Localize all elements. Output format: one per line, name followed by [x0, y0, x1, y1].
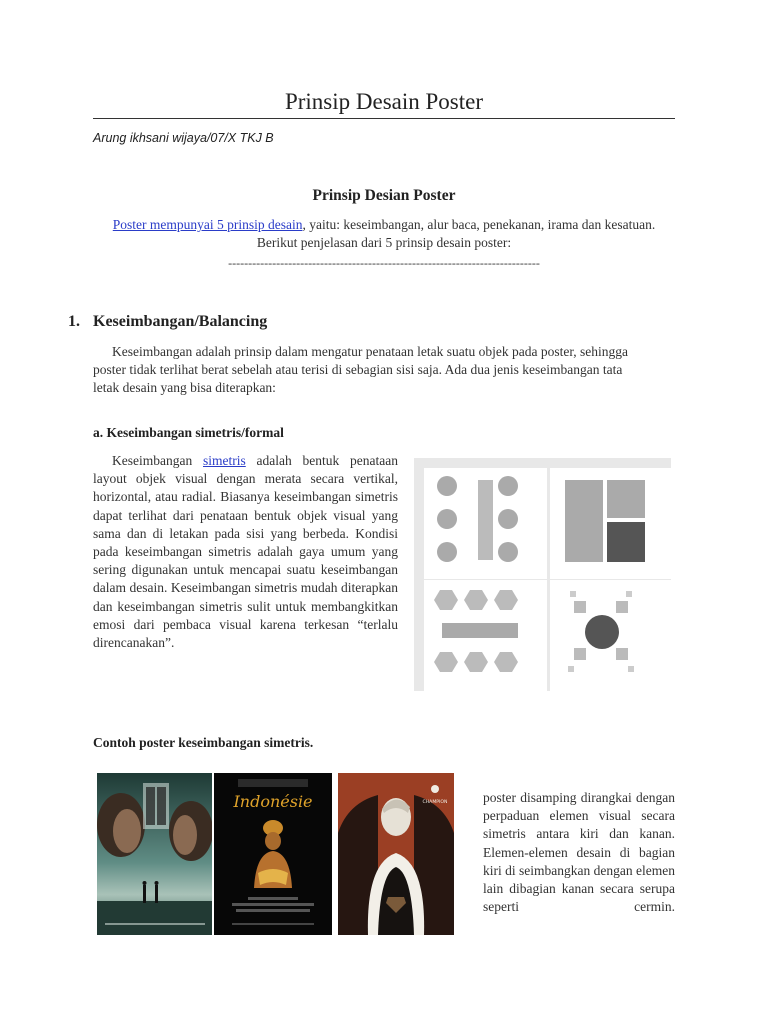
author-line: Arung ikhsani wijaya/07/X TKJ B [93, 131, 274, 145]
blocks-graphic [550, 468, 673, 579]
hexagons-bar-graphic [424, 580, 547, 691]
panel-radial [550, 580, 673, 691]
poster-2-graphic [214, 773, 332, 935]
title-underline [93, 118, 675, 119]
example-paragraph: poster disamping dirangkai dengan perpaduan elemen visual secara simetris antara kiri dan kanan. Elemen-elemen desain di bagian kiri di seimbangkan dengan elemen lain dibagian kanan secara serupa seperti cermin. [483, 790, 675, 915]
poster-image-3 [338, 773, 454, 935]
subsection-a-paragraph [93, 452, 398, 652]
poster-image-1 [97, 773, 212, 935]
poster-2-title: Indonésie [233, 792, 313, 811]
section-1-paragraph: Keseimbangan adalah prinsip dalam mengatur penataan letak suatu objek pada poster, sehingga poster tidak terlihat berat sebelah atau terisi di sebagian sisi saja. Ada dua jenis keseimbangan tata letak desain yang bisa diterapkan: [93, 344, 629, 395]
intro-link[interactable]: Poster mempunyai 5 prinsip desain [112, 217, 303, 232]
section-subtitle: Prinsip Desian Poster [312, 187, 456, 204]
intro-paragraph [93, 216, 675, 252]
simetris-link[interactable]: simetris [203, 453, 246, 468]
section-1-number: 1. [68, 313, 80, 330]
poster-1-graphic [97, 773, 212, 935]
panel-blocks [550, 468, 673, 579]
sub-a-prefix: Keseimbangan [112, 453, 203, 468]
symmetric-balance-figure [414, 458, 671, 691]
dashed-separator: ------------------------------------------------------------------------------ [228, 256, 540, 270]
intro-text: , yaitu: keseimbangan, alur baca, penekanan, irama dan kesatuan. Berikut penjelasan dari 5 prinsip desain poster: [256, 217, 656, 250]
circles-columns-graphic [424, 468, 547, 579]
document-title: Prinsip Desain Poster [284, 89, 484, 114]
poster-3-graphic [338, 773, 454, 935]
poster-3-logo: CHAMPION [422, 800, 448, 805]
poster-image-2 [214, 773, 332, 935]
section-1-heading [68, 311, 267, 333]
example-heading: Contoh poster keseimbangan simetris. [93, 735, 314, 750]
section-1-title: Keseimbangan/Balancing [93, 313, 268, 330]
panel-circles [424, 468, 547, 579]
subsection-a-heading: a. Keseimbangan simetris/formal [93, 425, 284, 440]
panel-hexagons [424, 580, 547, 691]
radial-graphic [550, 580, 673, 691]
sub-a-text: adalah bentuk penataan layout objek visual dengan merata secara vertikal, horizontal, atau radial. Biasanya keseimbangan simetris dapat terlihat dari penataan bentuk objek visual yang sama dan di letakan pada sisi yang berbeda. Kondisi pada keseimbangan simetris adalah gaya umum yang sering digunakan untuk mencapai suatu keseimbangan dalam desain. Keseimbangan simetris mudah diterapkan dan keseimbangan simetris sulit untuk membangkitkan emosi dari pembaca visual karena terkesan “terlalu direncanakan”. [93, 453, 398, 651]
